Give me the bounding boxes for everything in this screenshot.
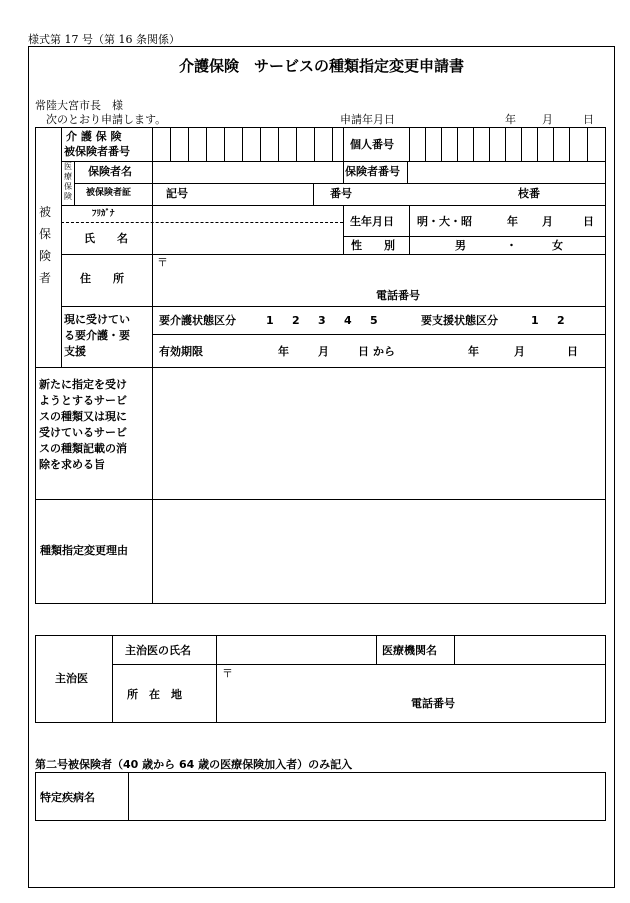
box-line: [425, 127, 426, 161]
validity-from-word: から: [373, 345, 395, 358]
new-service-label-2: スの種類又は現に: [39, 410, 127, 423]
col-line: [35, 127, 36, 604]
disease-row-line: [35, 772, 606, 773]
medical-side-0: 医: [64, 162, 72, 171]
kigo-label: 記号: [166, 187, 188, 200]
medical-side-2: 保: [64, 182, 72, 191]
support-level-1: 1: [531, 314, 539, 327]
new-service-label-4: スの種類記載の消: [39, 442, 127, 455]
doctor-col-line: [35, 635, 36, 723]
box-line: [473, 127, 474, 161]
page-title: 介護保険 サービスの種類指定変更申請書: [178, 57, 464, 75]
insured-side-label-3: 者: [39, 271, 52, 285]
box-line: [170, 127, 171, 161]
col-line: [407, 161, 408, 183]
new-service-label-3: 受けているサービ: [39, 426, 127, 439]
doctor-name-label: 主治医の氏名: [125, 644, 191, 657]
box-line: [553, 127, 554, 161]
my-number-label: 個人番号: [350, 138, 394, 151]
row-line: [61, 254, 606, 255]
new-service-label-0: 新たに指定を受け: [39, 378, 127, 391]
apply-day: 日: [583, 113, 594, 126]
box-line: [489, 127, 490, 161]
box-line: [206, 127, 207, 161]
box-line: [569, 127, 570, 161]
row-line: [74, 183, 606, 184]
apply-date-label: 申請年月日: [340, 113, 395, 126]
care-level-4: 4: [344, 314, 352, 327]
row-line: [35, 603, 606, 604]
sex-label: 性 別: [351, 239, 395, 252]
new-service-input[interactable]: [153, 368, 605, 499]
address-label: 住 所: [80, 272, 124, 285]
frame-top: [28, 46, 615, 47]
row-line: [152, 334, 606, 335]
box-line: [409, 127, 410, 161]
support-level-label: 要支援状態区分: [421, 314, 498, 327]
box-line: [224, 127, 225, 161]
edaban-label: 枝番: [518, 187, 540, 200]
validity-from-year: 年: [278, 345, 289, 358]
birth-year: 年: [507, 215, 518, 228]
box-line: [242, 127, 243, 161]
bango-label: 番号: [330, 187, 352, 200]
hospital-label: 医療機関名: [382, 644, 437, 657]
doctor-col-line: [454, 635, 455, 664]
box-line: [296, 127, 297, 161]
disease-col-line: [605, 772, 606, 821]
col-line: [343, 127, 344, 183]
col-line: [74, 161, 75, 205]
col-line: [61, 127, 62, 367]
furigana-label: ﾌﾘｶﾞﾅ: [92, 209, 115, 219]
validity-to-year: 年: [468, 345, 479, 358]
address-postal-mark: 〒: [157, 256, 168, 269]
status-label-2: 支援: [64, 345, 86, 358]
care-level-label: 要介護状態区分: [159, 314, 236, 327]
new-service-label-1: ようとするサービ: [39, 394, 127, 407]
status-label-0: 現に受けてい: [64, 313, 130, 326]
col-line: [409, 205, 410, 254]
birth-month: 月: [542, 215, 553, 228]
apply-year: 年: [505, 113, 516, 126]
doctor-location-label: 所 在 地: [127, 688, 182, 701]
col-line: [605, 127, 606, 604]
frame-bottom: [28, 887, 615, 888]
furigana-dash: [61, 222, 343, 223]
box-line: [332, 127, 333, 161]
validity-from-month: 月: [318, 345, 329, 358]
row-line: [343, 236, 606, 237]
addressee: 常陸大宮市長 様: [35, 99, 123, 112]
col-line: [313, 183, 314, 205]
care-level-3: 3: [318, 314, 326, 327]
insurer-name-label: 保険者名: [88, 165, 132, 178]
doctor-label: 主治医: [55, 672, 88, 685]
box-line: [537, 127, 538, 161]
frame-left: [28, 46, 29, 888]
box-line: [521, 127, 522, 161]
doctor-col-line: [605, 635, 606, 723]
disease-label: 特定疾病名: [40, 791, 95, 804]
care-level-5: 5: [370, 314, 378, 327]
address-phone-label: 電話番号: [376, 289, 420, 302]
validity-to-day: 日: [567, 345, 578, 358]
support-level-2: 2: [557, 314, 565, 327]
validity-label: 有効期限: [159, 345, 203, 358]
apply-month: 月: [542, 113, 553, 126]
care-level-1: 1: [266, 314, 274, 327]
insured-side-label-0: 被: [39, 205, 52, 219]
box-line: [587, 127, 588, 161]
box-line: [505, 127, 506, 161]
birth-label: 生年月日: [350, 215, 394, 228]
status-label-1: る要介護・要: [64, 329, 130, 342]
box-line: [314, 127, 315, 161]
reason-input[interactable]: [153, 500, 605, 603]
doctor-postal-mark: 〒: [222, 667, 233, 680]
row-line: [61, 306, 606, 307]
col-line: [152, 183, 153, 205]
name-label: 氏 名: [84, 232, 128, 245]
insurer-number-label: 保険者番号: [345, 165, 400, 178]
doctor-col-line: [376, 635, 377, 664]
validity-from-day: 日: [358, 345, 369, 358]
sex-female: 女: [552, 239, 563, 252]
reason-label: 種類指定変更理由: [40, 544, 128, 557]
sex-dot: ・: [506, 239, 517, 252]
birth-day: 日: [583, 215, 594, 228]
validity-to-month: 月: [514, 345, 525, 358]
doctor-row-line: [112, 664, 606, 665]
row-line: [61, 161, 606, 162]
box-line: [441, 127, 442, 161]
box-line: [260, 127, 261, 161]
doctor-row-line: [35, 722, 606, 723]
insured-number-label-2: 被保険者番号: [64, 145, 130, 158]
sex-male: 男: [455, 239, 466, 252]
box-line: [278, 127, 279, 161]
insured-side-label-1: 保: [39, 227, 52, 241]
care-level-2: 2: [292, 314, 300, 327]
insured-number-label-1: 介 護 保 険: [66, 130, 122, 143]
box-line: [188, 127, 189, 161]
intro-text: 次のとおり申請します。: [46, 113, 167, 126]
doctor-phone-label: 電話番号: [411, 697, 455, 710]
insured-side-label-2: 険: [39, 249, 52, 263]
second-insured-note: 第二号被保険者（40 歳から 64 歳の医療保険加入者）のみ記入: [35, 758, 353, 771]
frame-right: [614, 46, 615, 888]
medical-side-1: 療: [64, 172, 72, 181]
disease-row-line: [35, 820, 606, 821]
col-line: [343, 205, 344, 254]
disease-col-line: [35, 772, 36, 821]
era-options: 明・大・昭: [417, 215, 472, 228]
box-line: [457, 127, 458, 161]
new-service-label-5: 除を求める旨: [39, 458, 105, 471]
doctor-col-line: [216, 635, 217, 723]
form-number: 様式第 17 号（第 16 条関係）: [28, 33, 180, 46]
doctor-row-line: [35, 635, 606, 636]
medical-side-3: 険: [64, 192, 72, 201]
doctor-col-line: [112, 635, 113, 723]
row-line: [61, 205, 606, 206]
disease-col-line: [128, 772, 129, 821]
card-label: 被保険者証: [86, 188, 132, 198]
